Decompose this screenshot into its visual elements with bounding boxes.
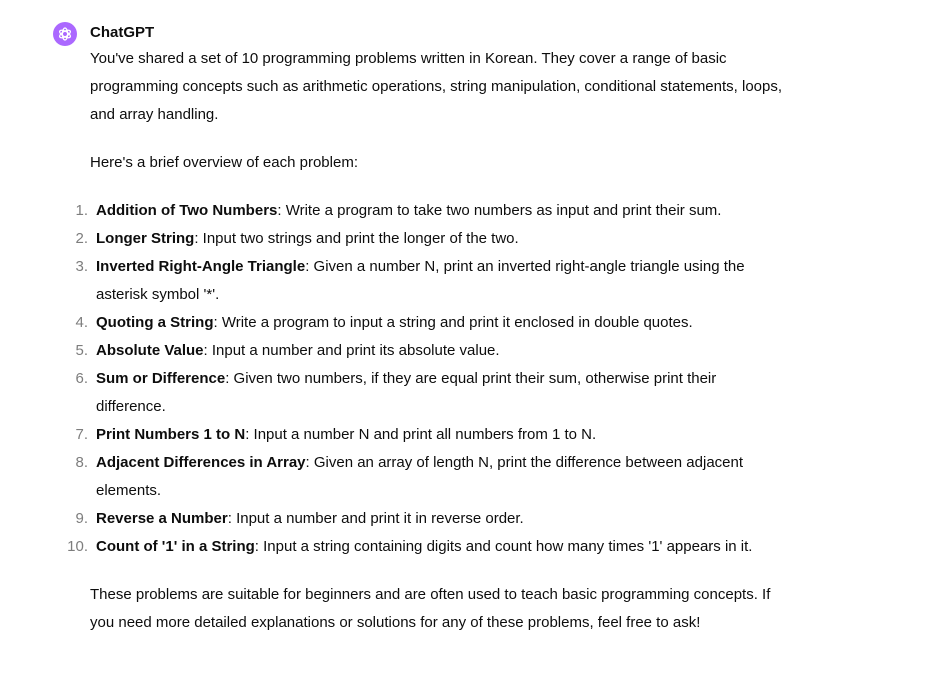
message-content (67, 45, 790, 637)
problem-title: Print Numbers 1 to N (96, 426, 246, 443)
list-number: 10. (67, 538, 88, 555)
list-item (75, 449, 790, 505)
problem-description: : Input a number and print it in reverse order. (227, 510, 524, 527)
closing-paragraph: These problems are suitable for beginners and are often used to teach basic programming concepts. If you need more detailed explanations or solutions for any of these problems, feel free to ask! (90, 586, 771, 631)
problem-list (67, 197, 790, 561)
problem-title: Addition of Two Numbers (96, 202, 278, 219)
problem-description: : Input a number N and print all numbers from 1 to N. (245, 426, 597, 443)
message-author: ChatGPT (90, 24, 155, 41)
list-item (75, 309, 790, 337)
problem-description: : Input a string containing digits and count how many times '1' appears in it. (254, 538, 753, 555)
problem-description: : Given two numbers, if they are equal print their sum, otherwise print their difference. (96, 370, 717, 415)
list-number: 3. (75, 258, 88, 275)
problem-title: Count of '1' in a String (96, 538, 255, 555)
problem-description: : Input two strings and print the longer of the two. (194, 230, 519, 247)
list-item (75, 253, 790, 309)
problem-description: : Given an array of length N, print the difference between adjacent elements. (96, 454, 744, 499)
overview-heading: Here's a brief overview of each problem: (90, 154, 358, 171)
problem-title: Reverse a Number (96, 510, 228, 527)
list-item (67, 533, 790, 561)
problem-title: Sum or Difference (96, 370, 226, 387)
problem-description: : Given a number N, print an inverted right-angle triangle using the asterisk symbol '*'. (96, 258, 745, 303)
openai-logo-icon (57, 26, 73, 42)
list-number: 2. (75, 230, 88, 247)
problem-title: Absolute Value (96, 342, 204, 359)
problem-title: Adjacent Differences in Array (96, 454, 306, 471)
list-number: 7. (75, 426, 88, 443)
list-item (75, 337, 790, 365)
list-number: 8. (75, 454, 88, 471)
list-item (75, 225, 790, 253)
list-number: 1. (75, 202, 88, 219)
list-number: 9. (75, 510, 88, 527)
problem-title: Quoting a String (96, 314, 214, 331)
problem-description: : Write a program to take two numbers as input and print their sum. (277, 202, 722, 219)
problem-description: : Input a number and print its absolute value. (203, 342, 500, 359)
list-item (75, 505, 790, 533)
list-number: 5. (75, 342, 88, 359)
list-number: 6. (75, 370, 88, 387)
problem-title: Inverted Right-Angle Triangle (96, 258, 306, 275)
intro-paragraph: You've shared a set of 10 programming problems written in Korean. They cover a range of basic programming concepts such as arithmetic operations, string manipulation, conditional statements, loops, and array handling. (90, 50, 783, 123)
list-item (75, 365, 790, 421)
list-number: 4. (75, 314, 88, 331)
problem-title: Longer String (96, 230, 195, 247)
list-item (75, 421, 790, 449)
list-item (75, 197, 790, 225)
problem-description: : Write a program to input a string and print it enclosed in double quotes. (213, 314, 693, 331)
chatgpt-avatar (53, 22, 77, 46)
